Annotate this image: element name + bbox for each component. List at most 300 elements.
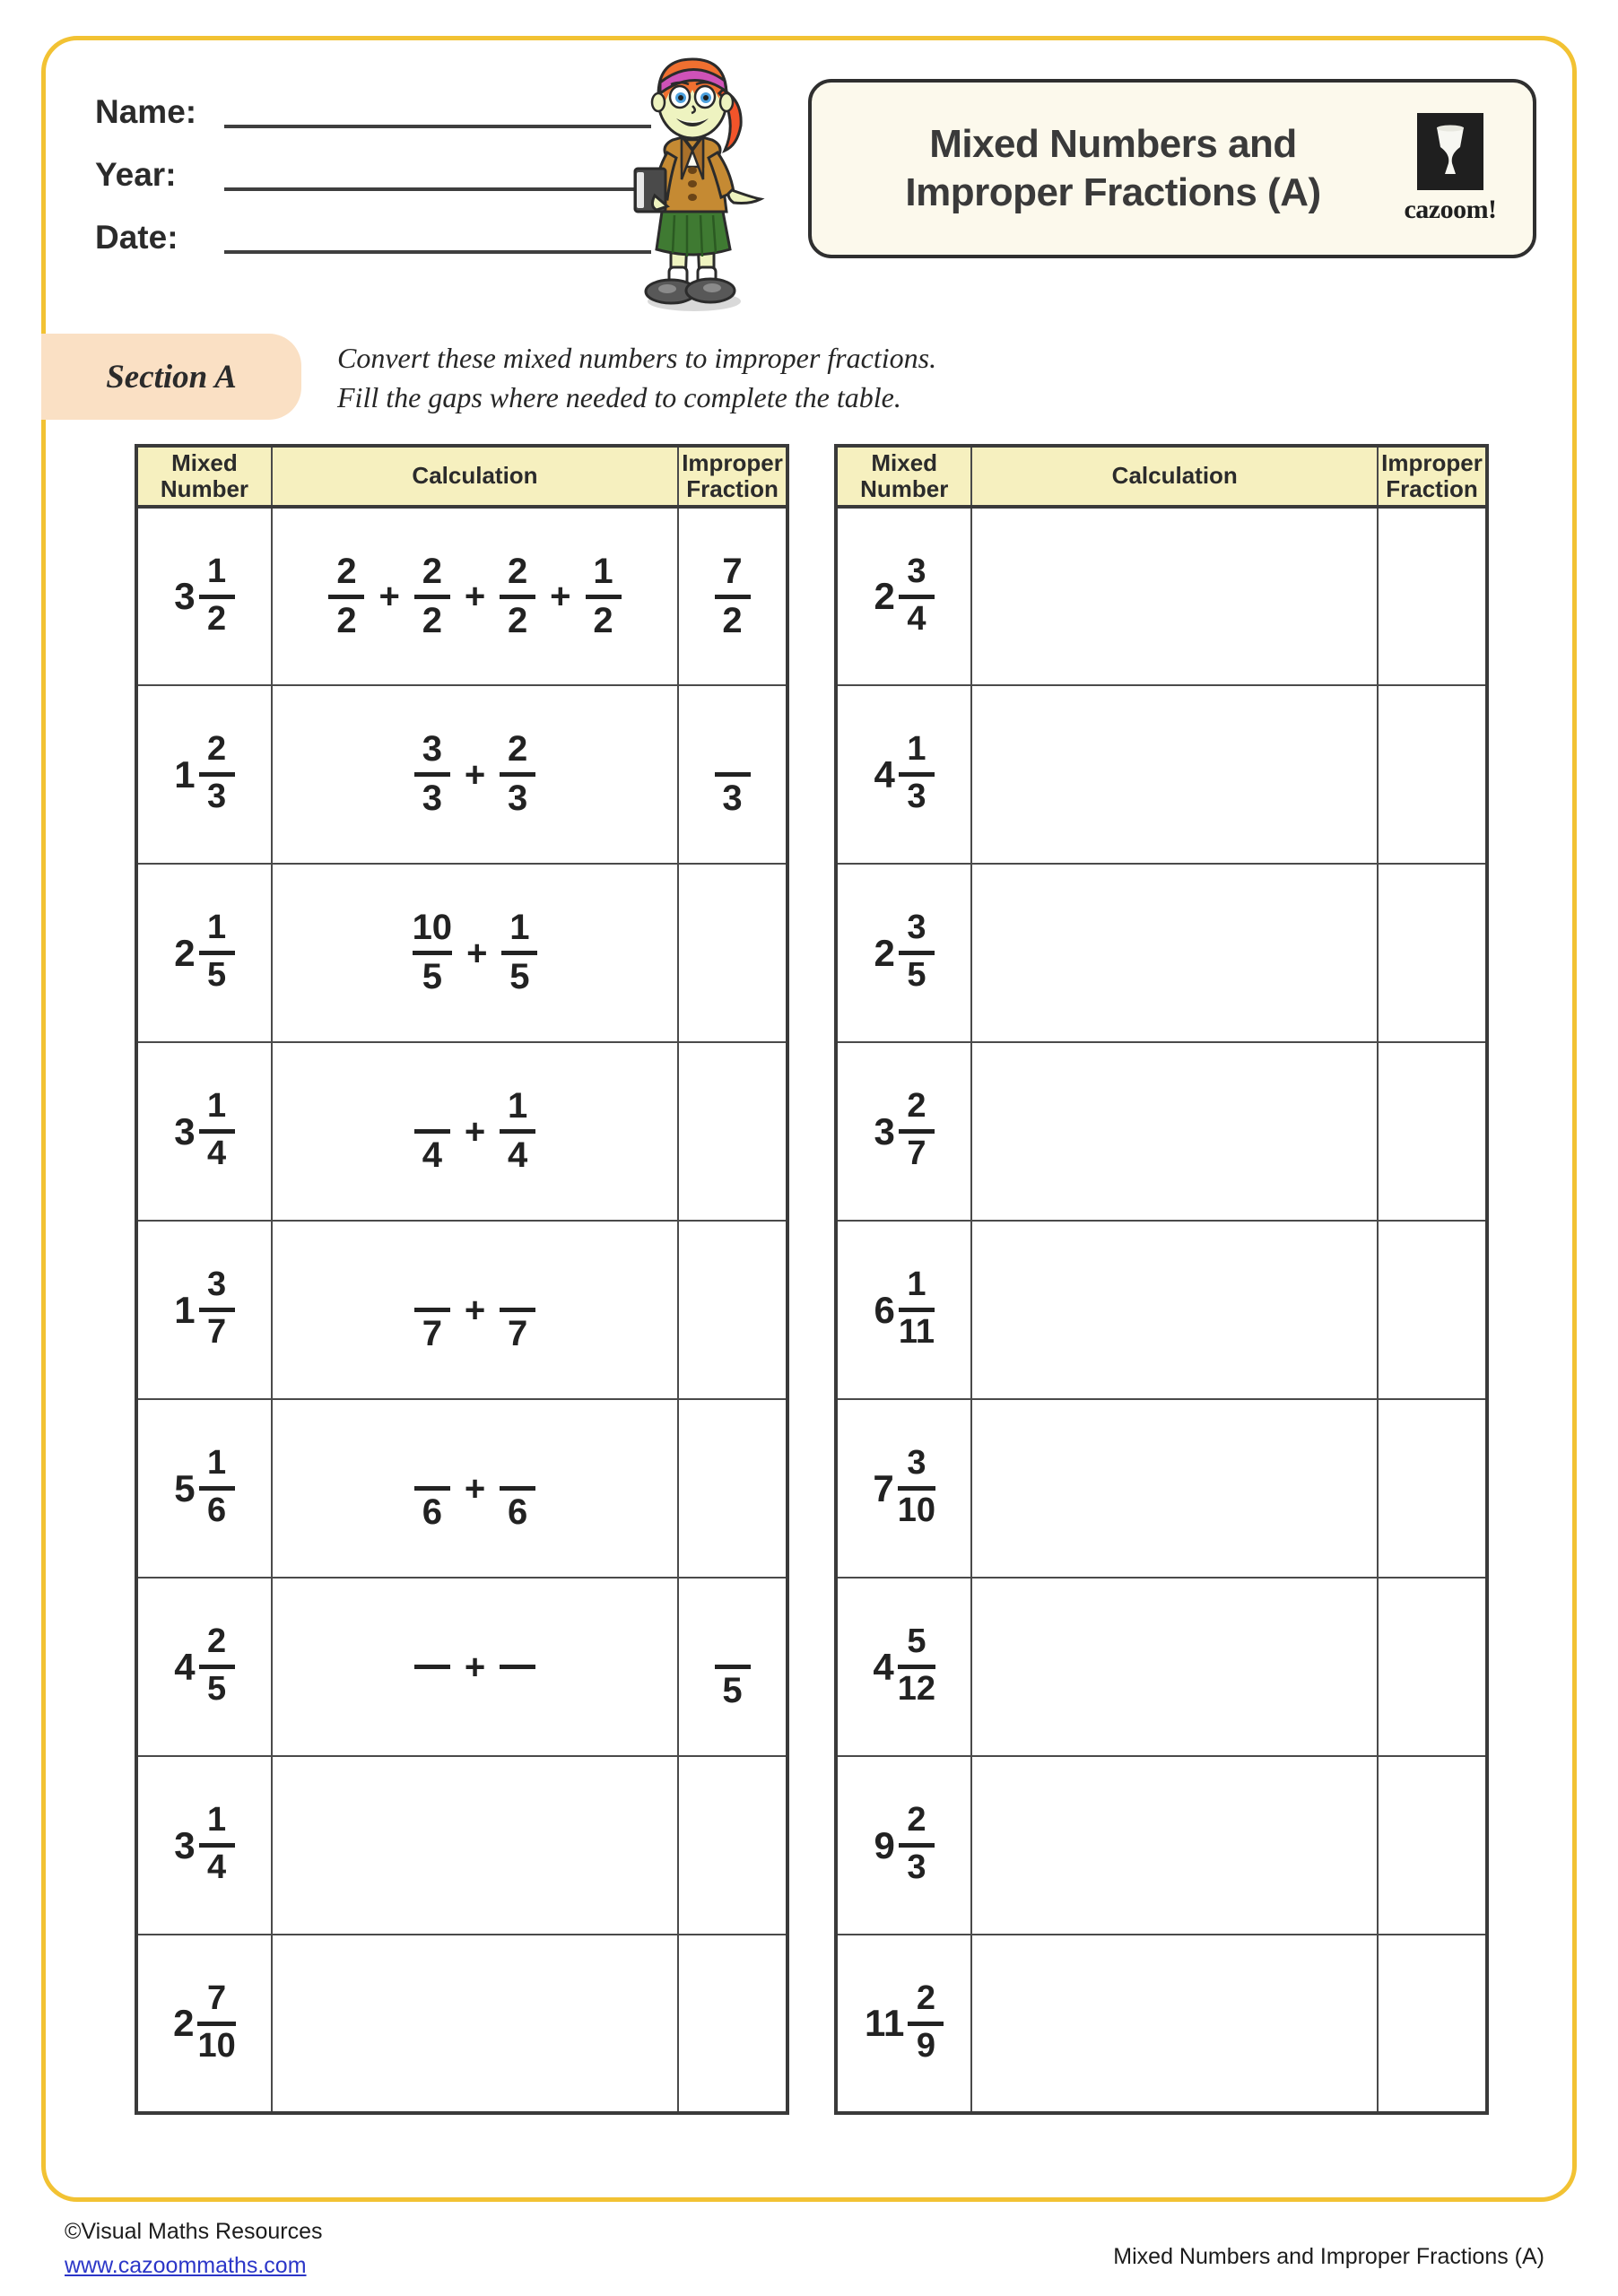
section-instructions xyxy=(337,339,936,417)
mixed-number-cell xyxy=(836,685,971,864)
fraction-bar xyxy=(199,1129,235,1134)
mixed-number-cell xyxy=(836,1042,971,1221)
improper-fraction-cell[interactable] xyxy=(678,1221,787,1399)
header-improper-line2: Fraction xyxy=(1386,475,1478,502)
fraction-bar xyxy=(414,1308,450,1312)
plus-sign: + xyxy=(550,577,571,616)
improper-fraction-cell[interactable] xyxy=(1378,1935,1487,2113)
table-row xyxy=(836,864,1487,1042)
mixed-number-cell xyxy=(136,1578,272,1756)
table-row xyxy=(136,1756,787,1935)
calculation-cell[interactable] xyxy=(272,1578,678,1756)
calc-numerator[interactable] xyxy=(421,1087,444,1126)
table-row xyxy=(136,1221,787,1399)
calculation-cell[interactable] xyxy=(272,1756,678,1935)
improper-fraction-cell[interactable] xyxy=(1378,1399,1487,1578)
year-input-line[interactable] xyxy=(224,155,651,191)
mixed-numerator: 1 xyxy=(207,1444,227,1482)
fraction-bar xyxy=(899,595,935,599)
header-mixed-line1: Mixed xyxy=(171,448,238,476)
fraction xyxy=(199,1624,235,1709)
calc-denominator[interactable] xyxy=(421,1672,444,1711)
mixed-denominator: 10 xyxy=(897,1492,936,1529)
mixed-whole-part: 1 xyxy=(174,752,196,796)
fraction xyxy=(414,1265,450,1354)
fraction-bar xyxy=(715,772,751,777)
calc-numerator: 2 xyxy=(422,551,442,591)
fraction xyxy=(199,1267,235,1352)
cazoom-wordmark: cazoom! xyxy=(1404,194,1497,224)
fraction xyxy=(199,1803,235,1888)
calculation-cell[interactable] xyxy=(272,1221,678,1399)
left-table-body xyxy=(136,507,787,2113)
mixed-numerator: 7 xyxy=(207,1979,227,2017)
plus-sign: + xyxy=(464,577,486,616)
mixed-denominator: 6 xyxy=(207,1492,227,1529)
improper-fraction-cell[interactable] xyxy=(678,507,787,685)
calculation-cell[interactable] xyxy=(272,685,678,864)
mixed-number-cell xyxy=(136,1221,272,1399)
header-mixed-line2: Number xyxy=(860,475,949,502)
mixed-number-cell xyxy=(136,1399,272,1578)
calc-denominator: 4 xyxy=(508,1135,528,1175)
mixed-whole-part: 2 xyxy=(874,931,895,974)
mixed-whole-part: 7 xyxy=(873,1466,894,1509)
improper-fraction-cell[interactable] xyxy=(678,1935,787,2113)
table-row xyxy=(836,1042,1487,1221)
improper-fraction-cell[interactable] xyxy=(1378,1578,1487,1756)
fraction xyxy=(899,1089,935,1174)
mixed-denominator: 3 xyxy=(907,1848,926,1886)
calc-denominator: 5 xyxy=(509,957,530,996)
date-label: Date: xyxy=(95,219,178,256)
mixed-number-cell xyxy=(836,507,971,685)
year-field-row xyxy=(95,139,651,195)
improper-fraction-cell[interactable] xyxy=(1378,864,1487,1042)
calc-numerator[interactable] xyxy=(421,1444,444,1483)
mixed-number xyxy=(874,910,935,996)
mixed-numerator: 3 xyxy=(907,1444,926,1482)
calculation-expression xyxy=(328,552,621,641)
fraction xyxy=(715,730,751,819)
mixed-whole-part: 1 xyxy=(174,1288,196,1331)
instruction-line-1: Convert these mixed numbers to improper fractions. xyxy=(337,342,937,374)
mixed-number-cell xyxy=(836,1756,971,1935)
plus-sign: + xyxy=(378,577,400,616)
mixed-number-cell xyxy=(836,1578,971,1756)
calculation-cell[interactable] xyxy=(971,1399,1378,1578)
fraction-bar xyxy=(199,951,235,955)
calc-denominator: 7 xyxy=(422,1314,442,1353)
fraction xyxy=(899,1803,935,1888)
calc-denominator[interactable] xyxy=(506,1672,529,1711)
improper-fraction-cell[interactable] xyxy=(678,864,787,1042)
fraction xyxy=(413,909,453,997)
fraction-bar xyxy=(899,1129,935,1134)
calculation-cell[interactable] xyxy=(971,1756,1378,1935)
table-row xyxy=(836,1578,1487,1756)
mixed-numerator: 3 xyxy=(907,552,926,590)
mixed-denominator: 12 xyxy=(897,1670,936,1708)
calculation-cell[interactable] xyxy=(272,1042,678,1221)
fraction xyxy=(197,1981,235,2066)
mixed-number-cell xyxy=(136,1042,272,1221)
calc-denominator: 2 xyxy=(336,600,357,640)
mixed-number xyxy=(865,1981,944,2066)
improper-fraction-cell[interactable] xyxy=(678,685,787,864)
mixed-number-cell xyxy=(136,1935,272,2113)
table-row xyxy=(136,1399,787,1578)
fraction-bar xyxy=(199,772,235,777)
right-header-row xyxy=(836,446,1487,507)
calc-numerator: 10 xyxy=(412,908,453,947)
fraction-bar xyxy=(899,772,935,777)
fraction-bar xyxy=(899,1843,935,1848)
calc-numerator[interactable] xyxy=(506,1622,529,1662)
mixed-whole-part: 3 xyxy=(174,1109,196,1152)
calc-denominator: 7 xyxy=(508,1314,528,1353)
mixed-number xyxy=(174,1446,234,1531)
fraction xyxy=(414,1622,450,1711)
fraction xyxy=(199,1089,235,1174)
date-input-line[interactable] xyxy=(224,218,651,254)
mixed-denominator: 10 xyxy=(197,2026,236,2065)
mixed-number-cell xyxy=(136,864,272,1042)
header-mixed-number xyxy=(136,446,272,507)
calc-denominator: 5 xyxy=(422,957,442,996)
left-table-head xyxy=(136,446,787,507)
table-row xyxy=(836,1221,1487,1399)
mixed-number xyxy=(873,1446,935,1531)
name-label: Name: xyxy=(95,93,197,130)
fraction xyxy=(898,1624,935,1709)
calc-denominator: 2 xyxy=(593,600,613,640)
improper-numerator[interactable] xyxy=(721,730,744,770)
fraction xyxy=(414,1444,450,1533)
mixed-denominator: 7 xyxy=(907,1135,926,1172)
fraction-bar xyxy=(328,595,364,599)
mixed-whole-part: 4 xyxy=(874,752,895,796)
fraction xyxy=(501,909,537,997)
fraction-bar xyxy=(500,1129,535,1134)
mixed-number-cell xyxy=(136,1756,272,1935)
improper-fraction-cell[interactable] xyxy=(1378,1221,1487,1399)
header-improper-fraction xyxy=(678,446,787,507)
calc-denominator: 6 xyxy=(508,1492,528,1532)
fraction-bar xyxy=(899,951,935,955)
calculation-cell[interactable] xyxy=(971,1221,1378,1399)
worksheet-title-box xyxy=(808,79,1536,258)
table-row xyxy=(136,1042,787,1221)
calc-numerator: 3 xyxy=(422,729,442,769)
calc-numerator: 1 xyxy=(508,1086,528,1126)
right-worksheet-table xyxy=(834,444,1489,2115)
fraction xyxy=(328,552,364,641)
right-table-body xyxy=(836,507,1487,2113)
improper-fraction-cell[interactable] xyxy=(1378,507,1487,685)
plus-sign: + xyxy=(464,1111,486,1152)
calculation-cell[interactable] xyxy=(971,685,1378,864)
mixed-denominator: 4 xyxy=(207,1135,227,1172)
calc-denominator: 2 xyxy=(508,600,528,640)
plus-sign: + xyxy=(464,754,486,795)
mixed-number xyxy=(874,1267,935,1352)
calc-numerator[interactable] xyxy=(506,1265,529,1305)
table-row xyxy=(836,1935,1487,2113)
calculation-cell[interactable] xyxy=(272,1935,678,2113)
instruction-line-2: Fill the gaps where needed to complete the table. xyxy=(337,380,901,413)
fraction-bar xyxy=(414,772,450,777)
fraction-bar xyxy=(199,1843,235,1848)
year-label: Year: xyxy=(95,156,177,193)
mixed-numerator: 1 xyxy=(907,730,926,768)
fraction-bar xyxy=(500,1486,535,1491)
fraction-bar xyxy=(898,1486,935,1491)
mixed-whole-part: 2 xyxy=(173,2002,195,2044)
fraction xyxy=(500,1087,535,1176)
calculation-cell[interactable] xyxy=(272,864,678,1042)
mixed-number xyxy=(174,732,234,817)
fraction-bar xyxy=(414,1129,450,1134)
improper-denominator: 2 xyxy=(722,600,743,640)
calculation-cell[interactable] xyxy=(971,1578,1378,1756)
mixed-numerator: 1 xyxy=(207,909,227,946)
left-worksheet-table xyxy=(135,444,789,2115)
mixed-whole-part: 6 xyxy=(874,1288,895,1331)
fraction-bar xyxy=(199,1665,235,1669)
fraction-bar xyxy=(414,595,450,599)
fraction-bar xyxy=(501,951,537,955)
worksheet-tables xyxy=(135,444,1489,2115)
calc-denominator: 4 xyxy=(422,1135,442,1175)
calculation-cell[interactable] xyxy=(971,507,1378,685)
mixed-numerator: 2 xyxy=(907,1801,926,1839)
plus-sign: + xyxy=(464,1290,486,1330)
mixed-whole-part: 11 xyxy=(865,2002,905,2044)
table-row xyxy=(836,507,1487,685)
mixed-number xyxy=(174,554,234,639)
improper-fraction-cell[interactable] xyxy=(678,1042,787,1221)
mixed-whole-part: 2 xyxy=(874,575,895,617)
mixed-numerator: 2 xyxy=(907,1087,926,1125)
calculation-expression xyxy=(414,1622,535,1711)
fraction-bar xyxy=(500,772,535,777)
mixed-number xyxy=(874,732,935,817)
fraction xyxy=(500,552,535,641)
fraction-bar xyxy=(197,2022,235,2026)
calculation-cell[interactable] xyxy=(272,507,678,685)
student-fields xyxy=(95,76,651,265)
fraction xyxy=(899,732,935,817)
mixed-denominator: 3 xyxy=(907,778,926,815)
worksheet-header xyxy=(41,36,1577,314)
footer-website-link[interactable]: www.cazoommaths.com xyxy=(65,2252,307,2278)
calculation-cell[interactable] xyxy=(971,1042,1378,1221)
table-row xyxy=(836,1399,1487,1578)
calc-numerator: 2 xyxy=(508,729,528,769)
fraction xyxy=(715,552,751,641)
section-a-bar xyxy=(41,334,1082,420)
fraction xyxy=(899,1267,935,1352)
cazoom-logo xyxy=(1391,101,1509,236)
fraction xyxy=(414,730,450,819)
calculation-expression xyxy=(413,909,538,997)
fraction xyxy=(586,552,622,641)
mixed-numerator: 2 xyxy=(207,730,227,768)
table-row xyxy=(836,685,1487,864)
mixed-whole-part: 3 xyxy=(174,1823,196,1866)
table-row xyxy=(136,864,787,1042)
fraction xyxy=(500,1265,535,1354)
header-improper-line1: Improper xyxy=(682,448,783,476)
mixed-denominator: 2 xyxy=(207,599,227,638)
cazoom-goblet-icon xyxy=(1417,113,1483,190)
mixed-whole-part: 3 xyxy=(874,1109,895,1152)
footer-credits xyxy=(65,2215,323,2283)
improper-fraction-cell[interactable] xyxy=(1378,685,1487,864)
mixed-number xyxy=(174,910,234,996)
mixed-numerator: 1 xyxy=(207,552,227,590)
mixed-number xyxy=(174,1803,234,1888)
fraction xyxy=(715,1622,751,1711)
mixed-number xyxy=(874,554,935,639)
fraction xyxy=(199,732,235,817)
fraction-bar xyxy=(586,595,622,599)
mixed-whole-part: 2 xyxy=(174,931,196,974)
improper-fraction-cell[interactable] xyxy=(678,1756,787,1935)
mixed-numerator: 2 xyxy=(207,1622,227,1660)
improper-fraction-cell[interactable] xyxy=(1378,1756,1487,1935)
mixed-number xyxy=(874,1089,935,1174)
mixed-denominator: 9 xyxy=(916,2026,935,2065)
calc-denominator: 6 xyxy=(422,1492,442,1532)
mixed-denominator: 7 xyxy=(207,1313,227,1351)
left-header-row xyxy=(136,446,787,507)
plus-sign: + xyxy=(466,933,488,973)
fraction xyxy=(898,1446,935,1531)
mixed-whole-part: 9 xyxy=(874,1823,895,1866)
worksheet-footer xyxy=(0,2215,1618,2296)
page-title-line1: Mixed Numbers and xyxy=(929,122,1297,167)
fraction xyxy=(500,1444,535,1533)
calc-numerator: 2 xyxy=(336,551,357,591)
calc-numerator[interactable] xyxy=(421,1622,444,1662)
fraction xyxy=(899,554,935,639)
mixed-denominator: 5 xyxy=(207,1670,227,1708)
improper-fraction-cell[interactable] xyxy=(678,1578,787,1756)
fraction xyxy=(199,910,235,996)
calc-denominator: 3 xyxy=(422,778,442,818)
improper-numerator: 7 xyxy=(722,551,743,591)
table-row xyxy=(836,1756,1487,1935)
mixed-denominator: 5 xyxy=(207,956,227,994)
improper-numerator[interactable] xyxy=(721,1622,744,1662)
mixed-whole-part: 4 xyxy=(873,1645,894,1688)
calc-denominator: 3 xyxy=(508,778,528,818)
mixed-number xyxy=(174,1089,234,1174)
calc-numerator[interactable] xyxy=(506,1444,529,1483)
plus-sign: + xyxy=(464,1647,486,1687)
page-title-line2: Improper Fractions (A) xyxy=(905,170,1321,214)
fraction xyxy=(908,1981,944,2066)
header-mixed-line2: Number xyxy=(160,475,249,502)
calc-numerator[interactable] xyxy=(421,1265,444,1305)
mixed-number-cell xyxy=(136,685,272,864)
fraction-bar xyxy=(715,1665,751,1669)
mixed-whole-part: 3 xyxy=(174,575,196,617)
fraction-bar xyxy=(715,595,751,599)
calculation-expression xyxy=(414,730,535,819)
mixed-denominator: 4 xyxy=(907,599,926,638)
mixed-numerator: 2 xyxy=(916,1979,935,2017)
name-input-line[interactable] xyxy=(224,92,651,128)
mixed-numerator: 3 xyxy=(207,1265,227,1303)
mixed-number xyxy=(174,1267,234,1352)
mixed-denominator: 3 xyxy=(207,778,227,815)
fraction-bar xyxy=(898,1665,935,1669)
mixed-numerator: 5 xyxy=(907,1622,926,1660)
fraction-bar xyxy=(500,1308,535,1312)
fraction-bar xyxy=(199,1308,235,1312)
mixed-number xyxy=(874,1803,935,1888)
calc-numerator: 2 xyxy=(508,551,528,591)
mixed-number xyxy=(174,1624,234,1709)
name-field-row xyxy=(95,76,651,132)
mixed-numerator: 1 xyxy=(207,1087,227,1125)
header-calculation: Calculation xyxy=(971,446,1378,507)
table-row xyxy=(136,685,787,864)
fraction xyxy=(414,552,450,641)
header-improper-fraction xyxy=(1378,446,1487,507)
footer-worksheet-name: Mixed Numbers and Improper Fractions (A) xyxy=(1113,2244,1544,2269)
calculation-cell[interactable] xyxy=(971,864,1378,1042)
calculation-cell[interactable] xyxy=(272,1399,678,1578)
mixed-whole-part: 5 xyxy=(174,1466,196,1509)
mixed-numerator: 1 xyxy=(907,1265,926,1303)
fraction-bar xyxy=(500,595,535,599)
page-title xyxy=(835,120,1391,216)
fraction-bar xyxy=(414,1665,450,1669)
calculation-expression xyxy=(414,1265,535,1354)
mixed-number-cell xyxy=(836,1935,971,2113)
improper-fraction-cell[interactable] xyxy=(1378,1042,1487,1221)
footer-copyright: ©Visual Maths Resources xyxy=(65,2219,323,2244)
calculation-expression xyxy=(414,1087,535,1176)
header-calculation: Calculation xyxy=(272,446,678,507)
fraction xyxy=(500,1622,535,1711)
mixed-number xyxy=(873,1624,935,1709)
mixed-denominator: 4 xyxy=(207,1848,227,1886)
fraction xyxy=(199,554,235,639)
fraction-bar xyxy=(199,1486,235,1491)
right-table-head xyxy=(836,446,1487,507)
plus-sign: + xyxy=(464,1468,486,1509)
improper-fraction-cell[interactable] xyxy=(678,1399,787,1578)
mixed-numerator: 1 xyxy=(207,1801,227,1839)
calc-numerator: 1 xyxy=(509,908,530,947)
mixed-denominator: 5 xyxy=(907,956,926,994)
fraction xyxy=(199,1446,235,1531)
fraction xyxy=(500,730,535,819)
calculation-cell[interactable] xyxy=(971,1935,1378,2113)
student-mascot-illustration xyxy=(615,45,772,314)
fraction-bar xyxy=(500,1665,535,1669)
table-row xyxy=(136,1578,787,1756)
mixed-number-cell xyxy=(836,864,971,1042)
mixed-number-cell xyxy=(136,507,272,685)
header-improper-line1: Improper xyxy=(1381,448,1483,476)
header-mixed-line1: Mixed xyxy=(871,448,938,476)
